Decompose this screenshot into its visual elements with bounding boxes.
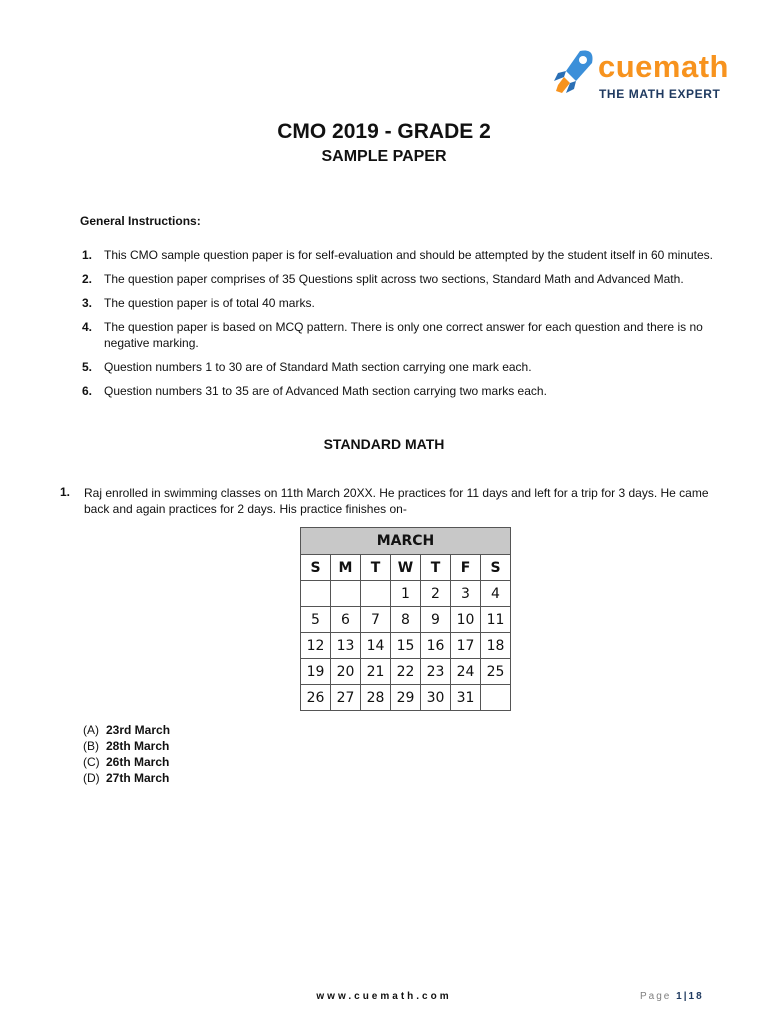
option-label: (C) [83, 755, 100, 769]
calendar-day [301, 581, 331, 607]
option-label: (D) [83, 771, 100, 785]
option-label: (B) [83, 739, 99, 753]
page-number [640, 991, 704, 1002]
calendar-week-row [301, 633, 511, 659]
instruction-text: Question numbers 31 to 35 are of Advanced Math section carrying two marks each. [104, 384, 547, 398]
instruction-item [80, 247, 730, 263]
calendar-day [481, 685, 511, 711]
instruction-item [80, 383, 730, 399]
calendar-day: 18 [481, 633, 511, 659]
calendar-weekday-row [301, 555, 511, 581]
calendar-day: 2 [421, 581, 451, 607]
weekday-cell: T [421, 555, 451, 581]
option-text: 26th March [106, 755, 170, 769]
weekday-cell: T [361, 555, 391, 581]
calendar-day: 27 [331, 685, 361, 711]
option-label: (A) [83, 723, 99, 737]
instructions-list [80, 247, 730, 407]
calendar-day: 29 [391, 685, 421, 711]
calendar-day [361, 581, 391, 607]
section-title: STANDARD MATH [323, 436, 445, 452]
calendar-day: 3 [451, 581, 481, 607]
weekday-cell: W [391, 555, 421, 581]
option-b [83, 738, 170, 754]
answer-options [83, 722, 170, 786]
rocket-icon [550, 47, 596, 105]
calendar-day: 17 [451, 633, 481, 659]
instruction-number: 2. [82, 272, 93, 286]
calendar-day: 8 [391, 607, 421, 633]
calendar-day: 14 [361, 633, 391, 659]
weekday-cell: M [331, 555, 361, 581]
calendar-day: 4 [481, 581, 511, 607]
page-total: 18 [688, 991, 704, 1002]
calendar-day: 10 [451, 607, 481, 633]
footer-url: www.cuemath.com [316, 991, 452, 1002]
weekday-cell: S [481, 555, 511, 581]
instruction-number: 3. [82, 296, 93, 310]
calendar-day: 28 [361, 685, 391, 711]
calendar-day [331, 581, 361, 607]
calendar-week-row [301, 659, 511, 685]
calendar-day: 21 [361, 659, 391, 685]
page-separator: | [683, 991, 689, 1002]
calendar-day: 9 [421, 607, 451, 633]
calendar-day: 5 [301, 607, 331, 633]
calendar-day: 30 [421, 685, 451, 711]
calendar-day: 31 [451, 685, 481, 711]
calendar-day: 7 [361, 607, 391, 633]
instruction-text: The question paper is based on MCQ pattern. There is only one correct answer for each question and there is no negative marking. [104, 320, 703, 350]
calendar-day: 16 [421, 633, 451, 659]
cuemath-logo [550, 47, 740, 107]
instruction-item [80, 271, 730, 287]
calendar-day: 11 [481, 607, 511, 633]
page-subtitle: SAMPLE PAPER [321, 148, 447, 165]
instruction-number: 4. [82, 320, 93, 334]
calendar-day: 20 [331, 659, 361, 685]
calendar-week-row [301, 581, 511, 607]
option-text: 27th March [106, 771, 170, 785]
instruction-text: The question paper comprises of 35 Questions split across two sections, Standard Math and Advanced Math. [104, 272, 684, 286]
calendar-day: 24 [451, 659, 481, 685]
page-title: CMO 2019 - GRADE 2 [277, 120, 491, 143]
calendar-day: 22 [391, 659, 421, 685]
brand-tagline: THE MATH EXPERT [599, 87, 721, 101]
instruction-text: The question paper is of total 40 marks. [104, 296, 315, 310]
calendar-day: 6 [331, 607, 361, 633]
option-text: 28th March [106, 739, 170, 753]
instructions-heading: General Instructions: [80, 214, 201, 228]
calendar-day: 1 [391, 581, 421, 607]
instruction-item [80, 295, 730, 311]
question-number: 1. [60, 485, 71, 499]
page-current: 1 [676, 991, 684, 1002]
calendar-day: 26 [301, 685, 331, 711]
option-d [83, 770, 170, 786]
calendar-month: MARCH [301, 528, 511, 555]
weekday-cell: S [301, 555, 331, 581]
brand-name: cuemath [598, 49, 729, 84]
instruction-number: 5. [82, 360, 93, 374]
calendar-day: 15 [391, 633, 421, 659]
weekday-cell: F [451, 555, 481, 581]
march-calendar [300, 527, 511, 711]
calendar-day: 25 [481, 659, 511, 685]
calendar-day: 13 [331, 633, 361, 659]
option-text: 23rd March [106, 723, 171, 737]
instruction-item [80, 359, 730, 375]
calendar-day: 19 [301, 659, 331, 685]
instruction-text: This CMO sample question paper is for self-evaluation and should be attempted by the student itself in 60 minutes. [104, 248, 713, 262]
option-a [83, 722, 170, 738]
instruction-number: 6. [82, 384, 93, 398]
calendar-week-row [301, 607, 511, 633]
instruction-text: Question numbers 1 to 30 are of Standard Math section carrying one mark each. [104, 360, 532, 374]
instruction-item [80, 319, 730, 351]
instruction-number: 1. [82, 248, 93, 262]
calendar-day: 12 [301, 633, 331, 659]
calendar-week-row [301, 685, 511, 711]
calendar-day: 23 [421, 659, 451, 685]
question-text: Raj enrolled in swimming classes on 11th March 20XX. He practices for 11 days and left for a trip for 3 days. He came back and again practices for 2 days. His practice finishes on- [84, 486, 709, 516]
option-c [83, 754, 170, 770]
page-word: Page [640, 991, 672, 1002]
